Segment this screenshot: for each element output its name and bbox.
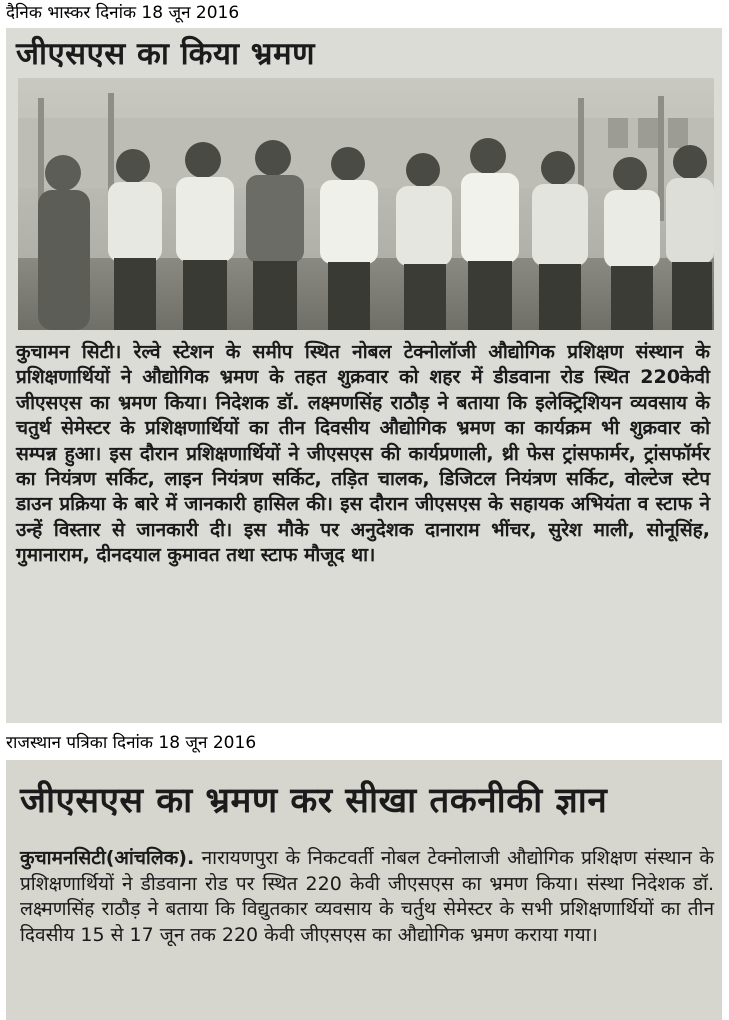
article-text: रेल्वे स्टेशन के समीप स्थित नोबल टेक्नोलॉजी औद्योगिक प्रशिक्षण संस्थान के प्रशिक्षणार्थियों ने औद्योगिक भ्रमण के तहत शुक्रवार को शहर में डीडवाना रोड स्थित 220केवी जीएसएस का भ्रमण किया। निदेशक डॉ. लक्ष्मणसिंह राठौड़ ने बताया कि इलेक्ट्रिशियन व्यवसाय के चतुर्थ सेमेस्टर के प्रशिक्षणार्थियों का तीन दिवसीय औद्योगिक भ्रमण का कार्यक्रम भी शुक्रवार को सम्पन्न हुआ। इस दौरान प्रशिक्षणार्थियों ने जीएसएस की कार्यप्रणाली, थ्री फेस ट्रांसफार्मर, ट्रांसफॉर्मर का नियंत्रण सर्किट, लाइन नियंत्रण सर्किट, तड़ित चालक, डिजिटल नियंत्रण सर्किट, वोल्टेज स्टेप डाउन प्रक्रिया के बारे में जानकारी हासिल की। इस दौरान जीएसएस के सहायक अभियंता व स्टाफ ने उन्हें विस्तार से जानकारी दी। इस मौके पर अनुदेशक दानाराम भींचर, सुरेश माली, सोनूसिंह, गुमानाराम, दीनदयाल कुमावत तथा स्टाफ मौजूद था। <box>16 341 710 567</box>
newspaper-caption-dainik-bhaskar: दैनिक भास्कर दिनांक 18 जून 2016 <box>6 3 240 23</box>
article-headline: जीएसएस का किया भ्रमण <box>16 36 316 72</box>
article-body <box>16 340 710 569</box>
article-text: नारायणपुरा के निकटवर्ती नोबल टेक्नोलाजी औद्योगिक प्रशिक्षण संस्थान के प्रशिक्षणार्थियों ने डीडवाना रोड पर स्थित 220 केवी जीएसएस का भ्रमण किया। संस्था निदेशक डॉ. लक्ष्मणसिंह राठौड़ ने बताया कि विद्युतकार व्यवसाय के चर्तुथ सेमेस्टर के सभी प्रशिक्षणार्थियों का तीन दिवसीय 15 से 17 जून तक 220 केवी जीएसएस का औद्योगिक भ्रमण कराया गया। <box>20 847 714 946</box>
article-dateline: कुचामनसिटी(आंचलिक). <box>20 847 195 869</box>
article-body <box>20 846 714 948</box>
newspaper-caption-rajasthan-patrika: राजस्थान पत्रिका दिनांक 18 जून 2016 <box>6 733 257 753</box>
newspaper-clipping-rajasthan-patrika <box>6 760 722 1020</box>
article-headline: जीएसएस का भ्रमण कर सीखा तकनीकी ज्ञान <box>20 781 608 821</box>
newspaper-clipping-dainik-bhaskar <box>6 28 722 723</box>
group-photo <box>18 78 714 330</box>
article-dateline: कुचामन सिटी। <box>16 341 122 363</box>
